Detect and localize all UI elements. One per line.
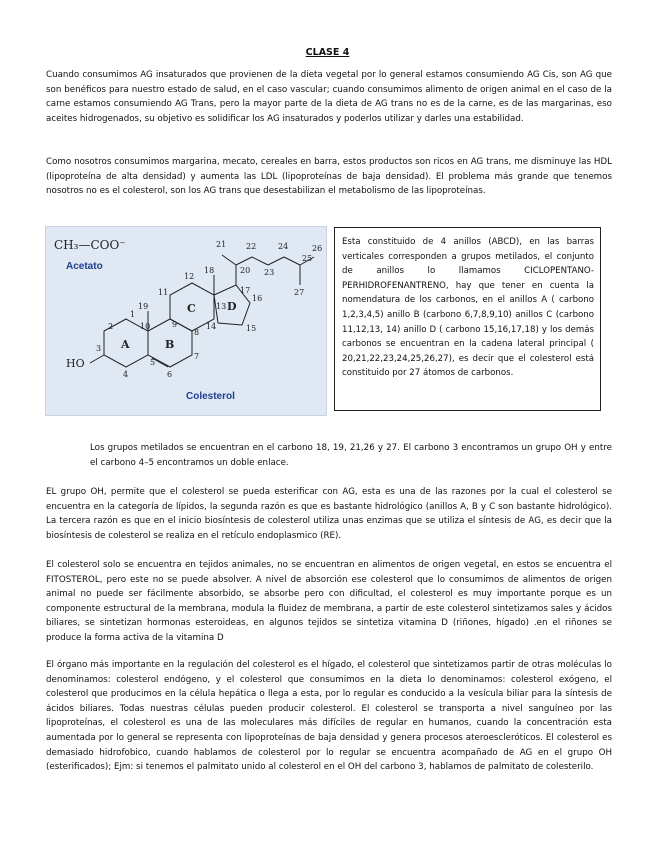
svg-text:1: 1 <box>130 310 136 319</box>
paragraph-grupo-oh: EL grupo OH, permite que el colesterol se pueda esterificar con AG, esta es una de las razones por la cual el colesterol se encuentra en la categoría de lípidos, la segunda razón es que es bastante hidrológico (anillos A, B y C son bastante hidrológico). La tercera razón es que en el inicio biosíntesis de colesterol utiliza unas enzimas que se utiliza el síntesis de AG, es decir que la biosíntesis de colesterol se realiza en el retículo endoplasmico (RE). <box>46 487 612 541</box>
svg-text:13: 13 <box>216 302 227 311</box>
svg-text:26: 26 <box>312 244 323 253</box>
svg-text:21: 21 <box>216 240 227 249</box>
svg-text:20: 20 <box>240 266 251 275</box>
paragraph-grupos-metilados: Los grupos metilados se encuentran en el carbono 18, 19, 21,26 y 27. El carbono 3 encontramos un grupo OH y entre el carbono 4–5 encontramos un doble enlace. <box>90 443 612 468</box>
svg-text:24: 24 <box>278 242 289 251</box>
svg-text:27: 27 <box>294 288 305 297</box>
acetate-label: Acetato <box>66 261 103 272</box>
svg-text:19: 19 <box>138 302 149 311</box>
cholesterol-figure <box>45 226 327 416</box>
acetate-formula: CH₃—COO⁻ <box>54 238 126 252</box>
ring-b-label: B <box>165 338 175 351</box>
carbon-numbers <box>96 240 322 379</box>
svg-text:2: 2 <box>108 322 114 331</box>
svg-text:23: 23 <box>264 268 275 277</box>
svg-text:10: 10 <box>140 322 151 331</box>
page-title: CLASE 4 <box>305 47 350 58</box>
ring-d-label: D <box>227 300 237 313</box>
svg-text:25: 25 <box>302 254 313 263</box>
svg-text:8: 8 <box>194 328 200 337</box>
ring-c-label: C <box>187 302 196 315</box>
paragraph-tejidos-animales: El colesterol solo se encuentra en tejidos animales, no se encuentran en alimentos de origen vegetal, en estos se encuentra el FITOSTEROL, pero este no se puede absolver. A nivel de absorción ese colesterol que lo consumimos de alimentos de origen animal no puede ser fácilmente absorbido, se absorbe pero con dificultad, el colesterol es muy importante porque es un componente estructural de la membrana, modula la fluidez de membrana, a partir de este colesterol sintetizamos sales y ácidos biliares, se sintetizan hormonas esteroideas, en algunos tejidos se sintetiza vitamina D (riñones, hígado) .en el riñones se produce la forma activa de la vitamina D <box>46 560 612 643</box>
svg-text:14: 14 <box>206 322 217 331</box>
explanation-text: Esta constituido de 4 anillos (ABCD), en las barras verticales corresponden a grupos metilados, el conjunto de anillos lo llamamos CICLOPENTANO-PERHIDROFENANTRENO, hay que tener en cuenta la nomendatura de los carbonos, en el anillos A ( carbono 1,2,3,4,5) anillo B (carbono 6,7,8,9,10) anillos C (carbono 11,12,13, 14) anillo D ( carbono 15,16,17,18) y los demás carbonos se encuentran en la cadena lateral principal ( 20,21,22,23,24,25,26,27), es decir que el colesterol está constituido por 27 átomos de carbonos. <box>342 237 594 379</box>
svg-text:4: 4 <box>123 370 129 379</box>
paragraph-margarina: Como nosotros consumimos margarina, mecato, cereales en barra, estos productos son ricos en AG trans, me disminuye las HDL (lipoproteína de alta densidad) y aumenta las LDL (lipoproteínas de baja densidad). El problema más grande que tenemos nosotros no es el colesterol, son los AG trans que desestabilizan el metabolismo de las lipoproteínas. <box>46 157 612 197</box>
svg-text:15: 15 <box>246 324 257 333</box>
svg-text:18: 18 <box>204 266 215 275</box>
svg-text:9: 9 <box>172 320 178 329</box>
svg-text:16: 16 <box>252 294 263 303</box>
svg-text:3: 3 <box>96 344 102 353</box>
svg-text:22: 22 <box>246 242 257 251</box>
svg-text:6: 6 <box>167 370 173 379</box>
svg-text:7: 7 <box>194 352 200 361</box>
svg-text:11: 11 <box>158 288 169 297</box>
paragraph-higado: El órgano más importante en la regulación del colesterol es el hígado, el colesterol que sintetizamos partir de otras moléculas lo denominamos: colesterol endógeno, y el colesterol que consumimos en la dieta lo denominamos: colesterol exógeno, el colesterol que producimos en la célula hepática o llega a esta, por lo regular es conducido a la vesícula biliar para la síntesis de ácidos biliares. Todas nuestras células pueden producir colesterol. El colesterol se transporta a nivel sanguíneo por las lipoproteínas, el colesterol es una de las moleculares más difíciles de regular en humanos, cuando la concentración esta aumentada por lo general se representa con lipoproteínas de baja densidad y genera procesos ateroescleróticos. El colesterol es demasiado hidrofobico, cuando hablamos de colesterol por lo regular se encuentra acompañado de AG en el grupo OH (esterificados); Ejm: si tenemos el palmitato unido al colesterol en el OH del carbono 3, hablamos de palmitato de colesterilo. <box>46 660 612 773</box>
paragraph-ag-cis-trans: Cuando consumimos AG insaturados que provienen de la dieta vegetal por lo general estamos consumiendo AG Cis, son AG que son benéficos para nuestro estado de salud, en el caso vascular; cuando consumimos alimento de origen animal en el caso de la carne estamos consumiendo AG Trans, pero la mayor parte de la dieta de AG trans no es de la carne, es de las margarinas, eso aceites hidrogenados, su objetivo es solidificar los AG insaturados y poderlos utilizar y darles una estabilidad. <box>46 70 612 124</box>
svg-text:17: 17 <box>240 286 251 295</box>
svg-text:12: 12 <box>184 272 195 281</box>
svg-text:5: 5 <box>150 358 156 367</box>
explanation-box <box>334 227 601 411</box>
cholesterol-label: Colesterol <box>186 391 235 402</box>
ring-a-label: A <box>121 338 130 351</box>
oh-label: HO <box>66 357 85 370</box>
